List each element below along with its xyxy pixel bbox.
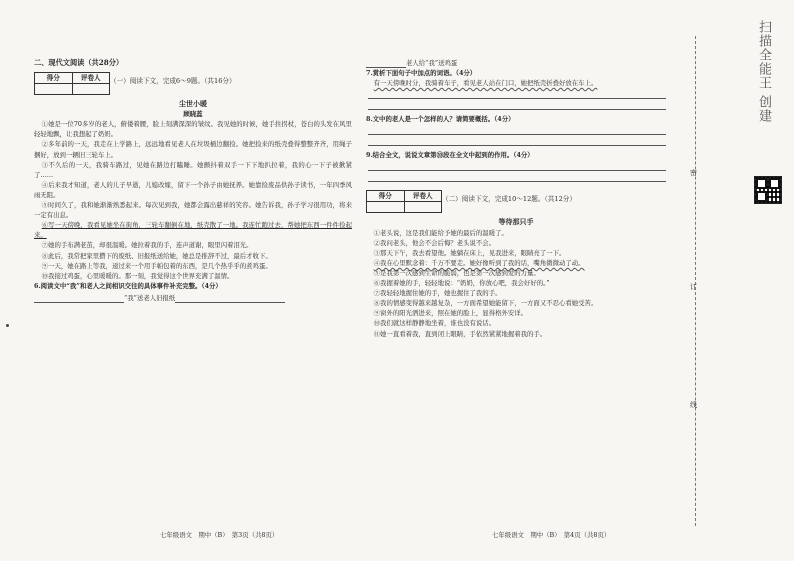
paragraph: ①她是一位70多岁的老人，俯偻着腰，脸上刻满深深的皱纹。我见她的时候，她手拄拐杖，苍白的头发在风里轻轻地飘，让我想起了奶奶。 [34,120,352,139]
answer-line[interactable] [368,171,666,182]
binding-mark-top: 密 [690,169,697,177]
paragraph: ⑨窗外的阳光洒进来，照在她的脸上，显得格外安详。 [373,309,528,318]
paragraph: ⑦我轻轻地握住她的手，她也握住了我的手。 [373,289,502,298]
answer-line[interactable] [368,88,666,99]
paragraph: ②多年前的一天，我走在上学路上，远远地看见老人在垃圾桶边翻捡。她把捡来的纸壳叠得整整齐齐，用绳子捆好，放到一辆旧三轮车上。 [34,140,352,159]
paragraph: ⑦她的手布满老茧，却很温暖。她拉着我的手，连声道谢，眼里闪着泪光。 [41,241,253,250]
binding-line [695,36,696,526]
qr-code-icon [754,176,782,204]
q6-answer-row [34,293,352,303]
paragraph: ④我在心里默念着：千万不要走。她好像听到了我的话，嘴角微微动了动。 [373,258,585,267]
q6-answer: “我”送老人旧报纸 [124,293,176,302]
answer-line[interactable] [175,293,285,303]
article-author: 顾晓蕊 [183,110,203,119]
paragraph: ③不久后的一天，我骑车路过，见她在路边打瞌睡。她颤抖着双手一下下地扒拉着，我的心一下子被揪紧了…… [34,160,352,179]
paragraph: ⑪她一直看着我，直到闭上眼睛，手依然紧紧地握着我的手。 [373,329,547,338]
article-title: 尘世小暖 [179,99,207,109]
answer-line[interactable] [368,99,666,110]
section-title: 二、现代文阅读（共28分） [34,58,124,67]
binding-mark-bottom: 线 [690,401,697,409]
footer-right: 七年级语文 期中（B） 第4页（共8页） [492,531,611,539]
paragraph: ⑥我握着她的手，轻轻地说：“奶奶，你放心吧，我会好好的。” [373,279,550,288]
grader-label: 评卷人 [412,192,433,201]
answer-line[interactable] [368,124,666,135]
paragraph: ⑧此后，我常把家里攒下的废纸、旧报纸送给她，她总是推辞不过，最后才收下。 [41,251,272,260]
answer-line[interactable] [366,58,406,68]
score-label: 得分 [35,73,73,83]
scanner-brand: 扫描全能王 创建 [756,20,771,124]
score-box [34,72,110,95]
question-9: 9.结合全文，说说文章第⑩段在全文中起到的作用。（4分） [366,151,534,160]
grader-label: 评卷人 [80,74,101,83]
q7-sentence: 有一天傍晚时分，我骑着车子，看见老人站在门口，她把纸壳折叠好放在车上。 [373,79,598,88]
paragraph: ⑨一天，她在路上等我，递过来一个用手帕包着的东西，是几个热乎乎的煮鸡蛋。 [41,261,272,270]
score-label: 得分 [367,191,405,201]
score-box [366,190,442,213]
question-6: 6.阅读文中“我”和老人之间相识交往的具体事件补充完整。（4分） [34,281,222,290]
q6-answer2: 老人给“我”送鸡蛋 [406,59,458,67]
paragraph: ④后来我才知道，老人的儿子早逝，儿媳改嫁，留下一个孙子由她抚养。她靠捡废品供孙子读书，一年四季风雨无阻。 [34,180,352,199]
question-8: 8.文中的老人是一个怎样的人？请简要概括。（4分） [366,115,515,124]
answer-line[interactable] [368,135,666,146]
paragraph: ③那天下午，我去看望他。她躺在床上，见我进来，眼睛亮了一下。 [373,248,566,257]
question-7: 7.赏析下面句子中加点的词语。（4分） [366,69,477,78]
paragraph: ⑩我接过鸡蛋，心里暖暖的。那一刻，我觉得这个世界充满了温情。 [41,271,234,280]
margin-dot [6,324,9,327]
paragraph: ⑧我的情感变得越来越复杂，一方面希望她能留下，一方面又不忍心看她受苦。 [373,299,598,308]
q6-answer-row2 [366,58,666,68]
paragraph: ①老头说，这是我们能给予她的最后的温暖了。 [373,228,508,237]
left-column [34,58,352,303]
right-column [366,58,666,339]
footer-left: 七年级语文 期中（B） 第3页（共8页） [160,531,279,539]
paragraph: ⑤是我第一次感到生命的脆弱，也是第一次感到爱的力量。 [373,268,540,277]
answer-line[interactable] [34,293,124,303]
reading2-header [366,190,666,215]
paragraph: ②我问老头，他会不会后悔？老头说不会。 [373,238,496,247]
answer-line[interactable] [368,160,666,171]
paragraph: ⑩我们就这样静静地坐着，谁也没有说话。 [373,319,496,328]
article-title: 等待那只手 [498,217,534,227]
binding-mark-mid: 订 [690,283,697,291]
reading2-instruction: （二）阅读下文，完成10～12题。（共12分） [442,195,576,204]
reading1-header [34,72,352,97]
reading1-instruction: （一）阅读下文，完成6～9题。（共16分） [110,77,236,86]
paragraph: ⑥写一天傍晚，我看见她坐在街角，三轮车翻倒在地，纸壳散了一地。我连忙跑过去，帮她把东西一件件捡起来。 [34,221,352,240]
paragraph: ⑤时间久了，我和她渐渐熟悉起来。每次见到我，她都会露出慈祥的笑容。她告诉我，孙子学习很用功，将来一定有出息。 [34,201,352,220]
